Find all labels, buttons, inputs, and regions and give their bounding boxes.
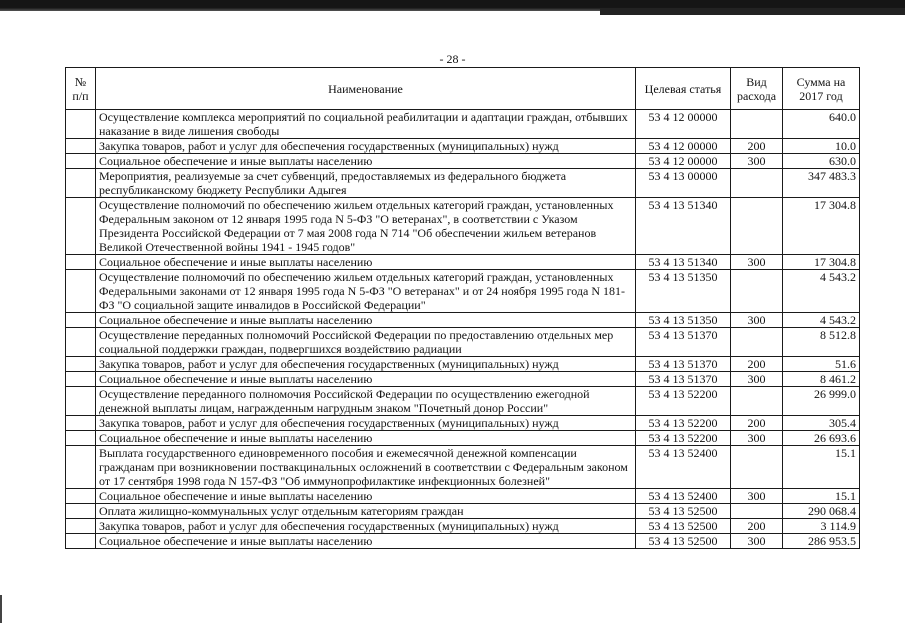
page-number: - 28 -	[439, 52, 466, 66]
cell-sum: 640.0	[783, 110, 860, 139]
table-row	[66, 198, 860, 255]
cell-code: 53 4 13 52500	[636, 534, 731, 549]
cell-num	[66, 431, 96, 446]
header-code: Целевая статья	[636, 68, 731, 110]
cell-code: 53 4 13 00000	[636, 169, 731, 198]
cell-num	[66, 328, 96, 357]
cell-code: 53 4 13 52200	[636, 431, 731, 446]
cell-name: Осуществление переданного полномочия Российской Федерации по осуществлению ежегодной денежной выплаты лицам, награжденным нагрудным знаком "Почетный донор России"	[96, 387, 636, 416]
cell-sum: 17 304.8	[783, 255, 860, 270]
cell-code: 53 4 13 51370	[636, 328, 731, 357]
cell-num	[66, 169, 96, 198]
cell-code: 53 4 12 00000	[636, 154, 731, 169]
cell-code: 53 4 13 52500	[636, 519, 731, 534]
cell-sum: 51.6	[783, 357, 860, 372]
cell-expense	[731, 169, 783, 198]
cell-code: 53 4 13 52200	[636, 416, 731, 431]
cell-name: Закупка товаров, работ и услуг для обеспечения государственных (муниципальных) нужд	[96, 416, 636, 431]
cell-num	[66, 313, 96, 328]
cell-expense: 300	[731, 489, 783, 504]
cell-sum: 630.0	[783, 154, 860, 169]
cell-num	[66, 489, 96, 504]
header-expense: Вид расхода	[731, 68, 783, 110]
cell-name: Социальное обеспечение и иные выплаты населению	[96, 534, 636, 549]
cell-code: 53 4 13 52200	[636, 387, 731, 416]
cell-expense: 300	[731, 255, 783, 270]
cell-name: Социальное обеспечение и иные выплаты населению	[96, 255, 636, 270]
cell-name: Социальное обеспечение и иные выплаты населению	[96, 154, 636, 169]
header-sum: Сумма на 2017 год	[783, 68, 860, 110]
table-row	[66, 519, 860, 534]
cell-sum: 17 304.8	[783, 198, 860, 255]
cell-num	[66, 387, 96, 416]
cell-expense: 300	[731, 372, 783, 387]
cell-num	[66, 139, 96, 154]
cell-sum: 3 114.9	[783, 519, 860, 534]
header-row	[66, 68, 860, 110]
table-row	[66, 372, 860, 387]
cell-code: 53 4 13 51340	[636, 255, 731, 270]
cell-sum: 4 543.2	[783, 313, 860, 328]
cell-name: Осуществление полномочий по обеспечению жильем отдельных категорий граждан, установленных Федеральным законом от 12 января 1995 года N 5-ФЗ "О ветеранах", в соответствии с Указом Президента Российской Федерации от 7 мая 2008 года N 714 "Об обеспечении жильем ветеранов Великой Отечественной войны 1941 - 1945 годов"	[96, 198, 636, 255]
table-row	[66, 446, 860, 489]
header-num: № п/п	[66, 68, 96, 110]
cell-name: Осуществление комплекса мероприятий по социальной реабилитации и адаптации граждан, отбывших наказание в виде лишения свободы	[96, 110, 636, 139]
cell-expense: 300	[731, 154, 783, 169]
cell-sum: 10.0	[783, 139, 860, 154]
cell-code: 53 4 13 51350	[636, 270, 731, 313]
cell-sum: 15.1	[783, 489, 860, 504]
cell-expense	[731, 270, 783, 313]
cell-name: Закупка товаров, работ и услуг для обеспечения государственных (муниципальных) нужд	[96, 139, 636, 154]
cell-expense	[731, 110, 783, 139]
cell-name: Выплата государственного единовременного пособия и ежемесячной денежной компенсации гражданам при возникновении поствакцинальных осложнений в соответствии с Федеральным законом от 17 сентября 1998 года N 157-ФЗ "Об иммунопрофилактике инфекционных болезней"	[96, 446, 636, 489]
cell-num	[66, 198, 96, 255]
cell-expense	[731, 446, 783, 489]
cell-name: Социальное обеспечение и иные выплаты населению	[96, 489, 636, 504]
table-row	[66, 387, 860, 416]
cell-name: Оплата жилищно-коммунальных услуг отдельным категориям граждан	[96, 504, 636, 519]
table-row	[66, 270, 860, 313]
table-body	[66, 110, 860, 549]
cell-name: Социальное обеспечение и иные выплаты населению	[96, 431, 636, 446]
cell-code: 53 4 13 51340	[636, 198, 731, 255]
cell-expense	[731, 328, 783, 357]
cell-code: 53 4 12 00000	[636, 110, 731, 139]
cell-code: 53 4 13 51350	[636, 313, 731, 328]
scan-top-border-edge	[600, 8, 905, 15]
cell-name: Закупка товаров, работ и услуг для обеспечения государственных (муниципальных) нужд	[96, 357, 636, 372]
budget-table	[65, 67, 860, 549]
cell-expense: 300	[731, 534, 783, 549]
table-row	[66, 328, 860, 357]
table-header	[66, 68, 860, 110]
table-row	[66, 139, 860, 154]
table-row	[66, 416, 860, 431]
cell-code: 53 4 12 00000	[636, 139, 731, 154]
cell-expense: 200	[731, 357, 783, 372]
cell-sum: 286 953.5	[783, 534, 860, 549]
cell-expense	[731, 198, 783, 255]
table-row	[66, 313, 860, 328]
cell-code: 53 4 13 52400	[636, 446, 731, 489]
cell-expense: 300	[731, 431, 783, 446]
cell-num	[66, 446, 96, 489]
cell-num	[66, 519, 96, 534]
cell-expense	[731, 504, 783, 519]
cell-code: 53 4 13 52500	[636, 504, 731, 519]
table-row	[66, 504, 860, 519]
cell-code: 53 4 13 51370	[636, 372, 731, 387]
cell-name: Закупка товаров, работ и услуг для обеспечения государственных (муниципальных) нужд	[96, 519, 636, 534]
scan-edge-mark	[0, 595, 2, 623]
cell-sum: 4 543.2	[783, 270, 860, 313]
cell-sum: 347 483.3	[783, 169, 860, 198]
table-row	[66, 110, 860, 139]
table-row	[66, 255, 860, 270]
cell-sum: 26 999.0	[783, 387, 860, 416]
table-row	[66, 169, 860, 198]
cell-num	[66, 372, 96, 387]
cell-num	[66, 416, 96, 431]
cell-expense: 200	[731, 416, 783, 431]
cell-num	[66, 534, 96, 549]
cell-code: 53 4 13 52400	[636, 489, 731, 504]
table-row	[66, 431, 860, 446]
cell-name: Осуществление переданных полномочий Российской Федерации по предоставлению отдельных мер социальной поддержки граждан, подвергшихся воздействию радиации	[96, 328, 636, 357]
cell-sum: 8 461.2	[783, 372, 860, 387]
cell-expense	[731, 387, 783, 416]
cell-name: Осуществление полномочий по обеспечению жильем отдельных категорий граждан, установленных Федеральными законами от 12 января 1995 года N 5-ФЗ "О ветеранах" и от 24 ноября 1995 года N 181-ФЗ "О социальной защите инвалидов в Российской Федерации"	[96, 270, 636, 313]
cell-num	[66, 154, 96, 169]
table-row	[66, 154, 860, 169]
cell-num	[66, 357, 96, 372]
cell-sum: 290 068.4	[783, 504, 860, 519]
table-row	[66, 534, 860, 549]
cell-num	[66, 270, 96, 313]
table-row	[66, 489, 860, 504]
cell-name: Социальное обеспечение и иные выплаты населению	[96, 313, 636, 328]
cell-num	[66, 504, 96, 519]
cell-expense: 200	[731, 519, 783, 534]
cell-name: Социальное обеспечение и иные выплаты населению	[96, 372, 636, 387]
cell-name: Мероприятия, реализуемые за счет субвенций, предоставляемых из федерального бюджета республиканскому бюджету Республики Адыгея	[96, 169, 636, 198]
cell-num	[66, 255, 96, 270]
header-name: Наименование	[96, 68, 636, 110]
cell-code: 53 4 13 51370	[636, 357, 731, 372]
cell-sum: 305.4	[783, 416, 860, 431]
cell-sum: 15.1	[783, 446, 860, 489]
cell-expense: 300	[731, 313, 783, 328]
cell-num	[66, 110, 96, 139]
cell-sum: 26 693.6	[783, 431, 860, 446]
cell-sum: 8 512.8	[783, 328, 860, 357]
table-row	[66, 357, 860, 372]
cell-expense: 200	[731, 139, 783, 154]
